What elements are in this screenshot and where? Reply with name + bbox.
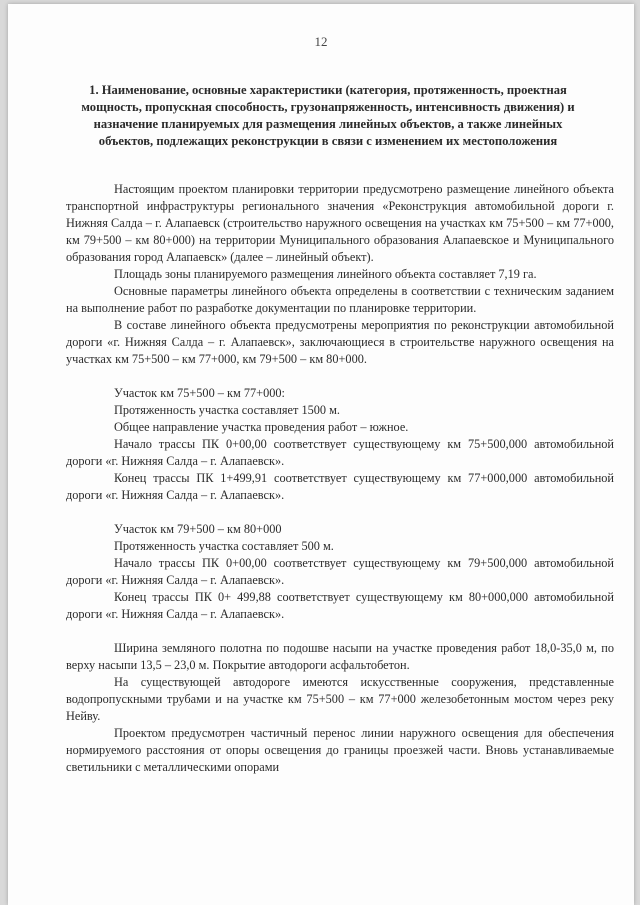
paragraph: Участок км 75+500 – км 77+000: — [114, 386, 285, 400]
section-heading: 1. Наименование, основные характеристики (категория, протяженность, проектная мощность, пропускная способность, грузонапряженность, интенсивность движения) и назначение планируемых для размещения линейных объектов, а также линейных объектов, подлежащих реконструкции в связи с изменением их местоположения — [81, 83, 575, 148]
paragraph: Начало трассы ПК 0+00,00 соответствует существующему км 75+500,000 автомобильной дороги «г. Нижняя Салда – г. Алапаевск». — [66, 437, 614, 468]
paragraph: Основные параметры линейного объекта определены в соответствии с техническим заданием на выполнение работ по разработке документации по планировке территории. — [66, 284, 614, 315]
paragraph: Настоящим проектом планировки территории предусмотрено размещение линейного объекта транспортной инфраструктуры регионального значения «Реконструкция автомобильной дороги г. Нижняя Салда – г. Алапаевск (строительство наружного освещения на участках км 75+500 – км 77+000, км 79+500 – км 80+000) на территории Муниципального образования Алапаевское и Муниципального образования город Алапаевск» (далее – линейный объект). — [66, 182, 614, 264]
blank-line — [66, 504, 614, 521]
paragraph: Конец трассы ПК 0+ 499,88 соответствует существующему км 80+000,000 автомобильной дороги «г. Нижняя Салда – г. Алапаевск». — [66, 590, 614, 621]
blank-line — [66, 623, 614, 640]
paragraph: Конец трассы ПК 1+499,91 соответствует существующему км 77+000,000 автомобильной дороги «г. Нижняя Салда – г. Алапаевск». — [66, 471, 614, 502]
page-number: 12 — [314, 34, 328, 49]
document-page — [8, 4, 634, 905]
paragraph: Протяженность участка составляет 1500 м. — [114, 403, 340, 417]
paragraph: Ширина земляного полотна по подошве насыпи на участке проведения работ 18,0-35,0 м, по верху насыпи 13,5 – 23,0 м. Покрытие автодороги асфальтобетон. — [66, 641, 614, 672]
paragraph: Общее направление участка проведения работ – южное. — [114, 420, 409, 434]
paragraph: В составе линейного объекта предусмотрены мероприятия по реконструкции автомобильной дороги «г. Нижняя Салда – г. Алапаевск», заключающиеся в строительстве наружного освещения на участках км 75+500 – км 77+000, км 79+500 – км 80+000. — [66, 318, 614, 366]
document-body — [66, 181, 614, 776]
paragraph: Начало трассы ПК 0+00,00 соответствует существующему км 79+500,000 автомобильной дороги «г. Нижняя Салда – г. Алапаевск». — [66, 556, 614, 587]
paragraph: Участок км 79+500 – км 80+000 — [114, 522, 282, 536]
paragraph: Проектом предусмотрен частичный перенос линии наружного освещения для обеспечения нормируемого расстояния от опоры освещения до границы проезжей части. Вновь устанавливаемые светильники с металлическими опорами — [66, 726, 614, 774]
paragraph: Протяженность участка составляет 500 м. — [114, 539, 334, 553]
blank-line — [66, 368, 614, 385]
paragraph: На существующей автодороге имеются искусственные сооружения, представленные водопропускными трубами и на участке км 75+500 – км 77+000 железобетонным мостом через реку Нейву. — [66, 675, 614, 723]
paragraph: Площадь зоны планируемого размещения линейного объекта составляет 7,19 га. — [114, 267, 537, 281]
